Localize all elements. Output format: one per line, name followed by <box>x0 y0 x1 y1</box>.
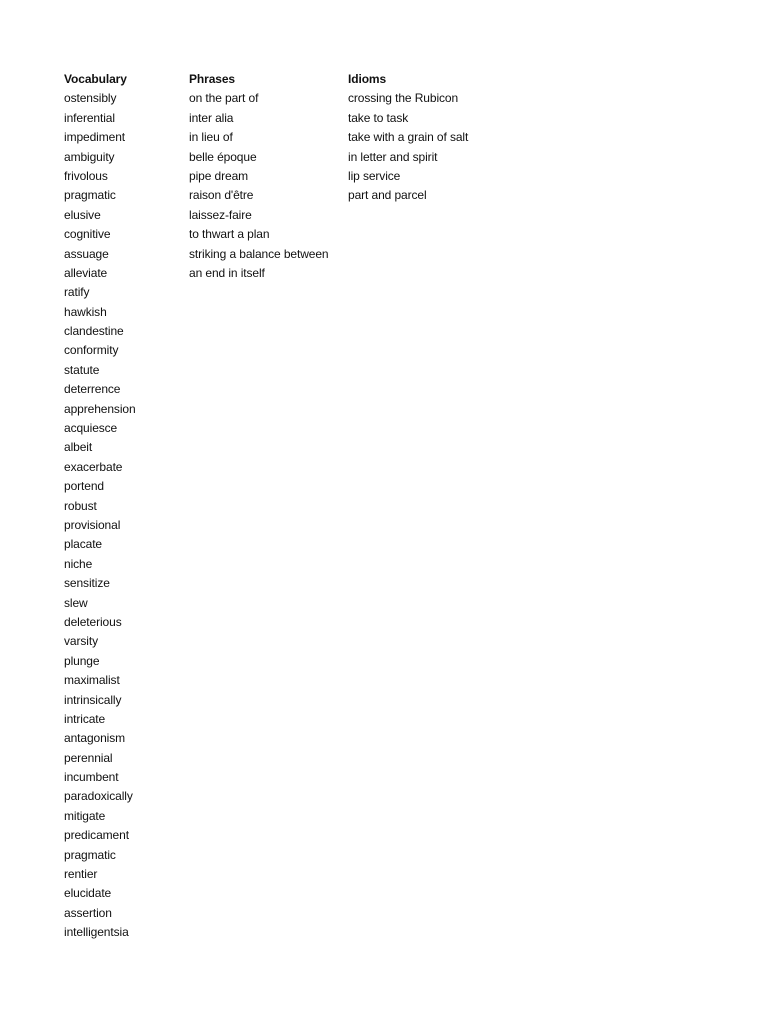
idioms-list <box>348 89 508 205</box>
vocabulary-item: hawkish <box>64 304 107 319</box>
vocabulary-item: apprehension <box>64 401 136 416</box>
vocabulary-item: varsity <box>64 634 98 649</box>
idiom-item: take with a grain of salt <box>348 130 469 145</box>
vocabulary-item: ostensibly <box>64 91 117 106</box>
phrases-list <box>189 89 344 283</box>
vocabulary-item: ambiguity <box>64 149 115 164</box>
vocabulary-item: alleviate <box>64 265 108 280</box>
phrase-item: striking a balance between <box>189 246 329 261</box>
phrase-item: belle époque <box>189 149 257 164</box>
vocabulary-item: predicament <box>64 828 129 843</box>
vocabulary-item: incumbent <box>64 770 119 785</box>
idiom-item: crossing the Rubicon <box>348 91 459 106</box>
vocabulary-item: acquiesce <box>64 421 118 436</box>
vocabulary-column <box>64 70 182 943</box>
vocabulary-item: inferential <box>64 110 115 125</box>
vocabulary-item: exacerbate <box>64 459 123 474</box>
vocabulary-item: elucidate <box>64 886 112 901</box>
vocabulary-item: portend <box>64 479 104 494</box>
vocabulary-item: ratify <box>64 285 90 300</box>
vocabulary-item: mitigate <box>64 808 106 823</box>
phrase-item: laissez-faire <box>189 207 252 222</box>
vocabulary-item: albeit <box>64 440 93 455</box>
idiom-item: part and parcel <box>348 188 427 203</box>
phrase-item: to thwart a plan <box>189 227 270 242</box>
vocabulary-list <box>64 89 182 942</box>
vocabulary-item: robust <box>64 498 97 513</box>
vocabulary-item: impediment <box>64 130 126 145</box>
vocabulary-item: plunge <box>64 653 100 668</box>
vocabulary-item: elusive <box>64 207 101 222</box>
phrases-column <box>189 70 344 283</box>
vocabulary-item: rentier <box>64 867 98 882</box>
idiom-item: take to task <box>348 110 409 125</box>
vocabulary-item: intricate <box>64 711 106 726</box>
vocabulary-item: statute <box>64 362 100 377</box>
phrase-item: inter alia <box>189 110 234 125</box>
idioms-column <box>348 70 508 206</box>
vocabulary-item: intelligentsia <box>64 925 129 940</box>
vocabulary-item: intrinsically <box>64 692 122 707</box>
vocabulary-item: perennial <box>64 750 113 765</box>
vocabulary-item: niche <box>64 556 93 571</box>
vocabulary-item: pragmatic <box>64 847 116 862</box>
vocabulary-item: conformity <box>64 343 119 358</box>
phrase-item: in lieu of <box>189 130 233 145</box>
phrase-item: on the part of <box>189 91 259 106</box>
vocabulary-item: clandestine <box>64 324 124 339</box>
vocabulary-item: sensitize <box>64 576 110 591</box>
vocabulary-item: paradoxically <box>64 789 133 804</box>
vocabulary-item: deleterious <box>64 614 122 629</box>
vocabulary-item: deterrence <box>64 382 121 397</box>
idiom-item: in letter and spirit <box>348 149 438 164</box>
phrase-item: an end in itself <box>189 265 265 280</box>
phrases-header: Phrases <box>189 72 235 86</box>
vocabulary-item: provisional <box>64 517 121 532</box>
vocabulary-item: frivolous <box>64 168 108 183</box>
vocabulary-item: assertion <box>64 905 112 920</box>
vocabulary-item: cognitive <box>64 227 111 242</box>
phrase-item: pipe dream <box>189 168 249 183</box>
vocabulary-item: slew <box>64 595 88 610</box>
idioms-header: Idioms <box>348 72 387 86</box>
vocabulary-header: Vocabulary <box>64 72 127 86</box>
vocabulary-item: placate <box>64 537 102 552</box>
vocabulary-item: pragmatic <box>64 188 116 203</box>
vocabulary-item: maximalist <box>64 673 120 688</box>
idiom-item: lip service <box>348 168 401 183</box>
vocabulary-item: antagonism <box>64 731 126 746</box>
vocabulary-item: assuage <box>64 246 109 261</box>
phrase-item: raison d'être <box>189 188 254 203</box>
